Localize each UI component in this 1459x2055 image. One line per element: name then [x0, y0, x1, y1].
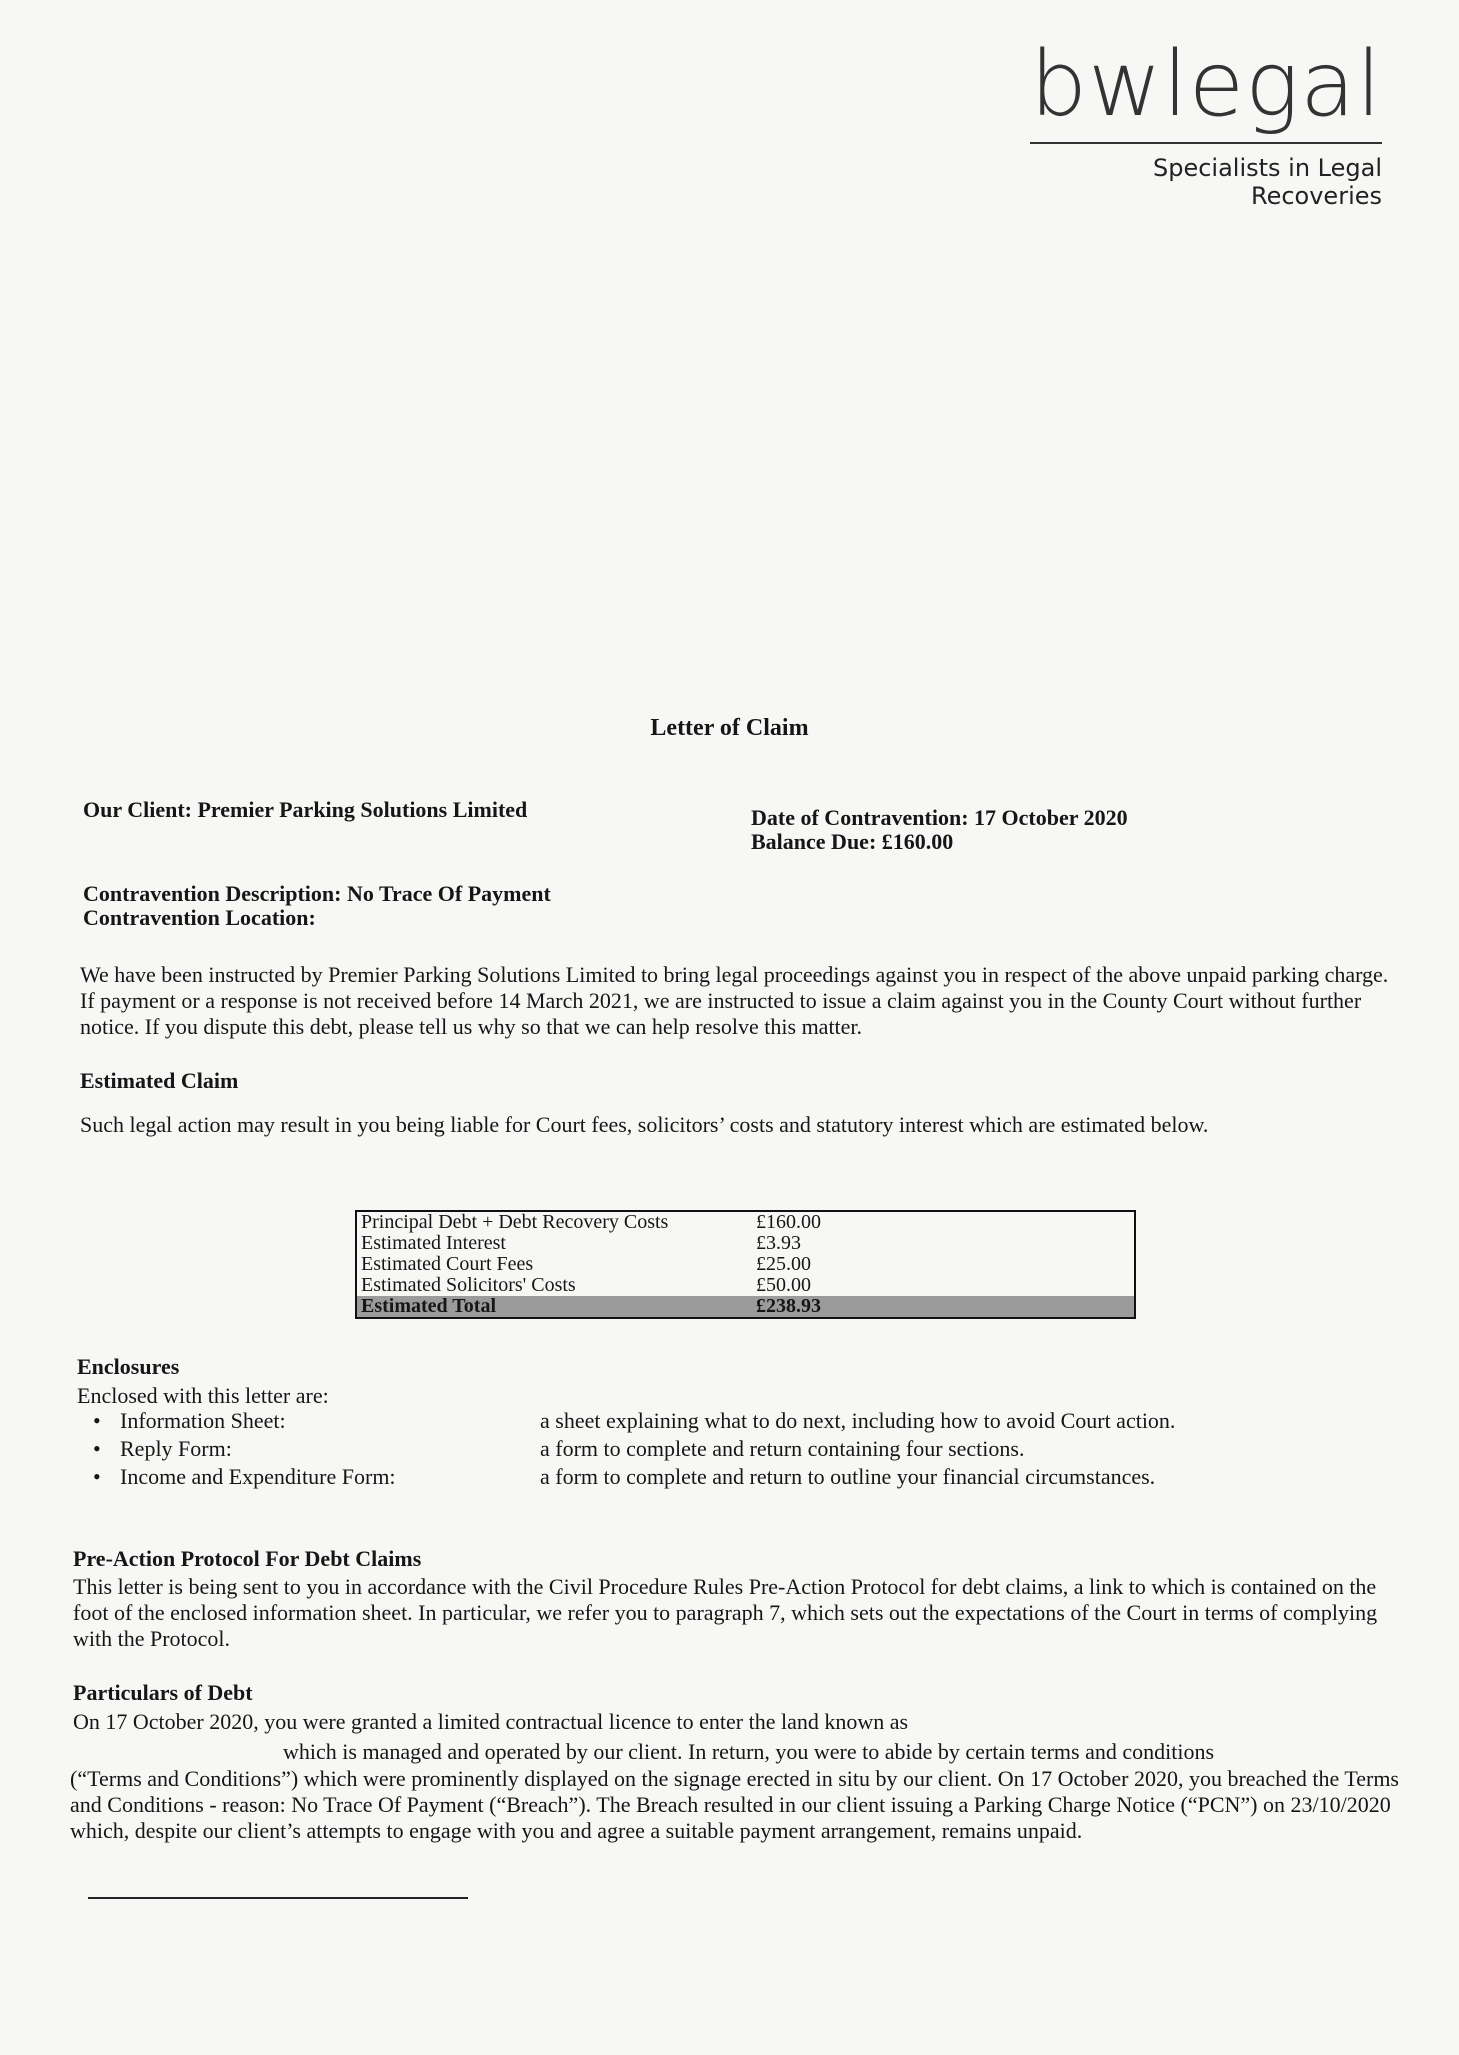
cost-value: £50.00	[756, 1274, 811, 1296]
cost-row	[357, 1275, 1134, 1296]
footer-divider	[88, 1897, 468, 1899]
cost-row	[357, 1233, 1134, 1254]
costs-table	[355, 1210, 1136, 1319]
client-name: Our Client: Premier Parking Solutions Limited	[83, 797, 528, 822]
cost-row	[357, 1254, 1134, 1275]
enclosures-intro: Enclosed with this letter are:	[77, 1383, 329, 1408]
estimated-claim-text: Such legal action may result in you being liable for Court fees, solicitors’ costs and statutory interest which are estimated below.	[80, 1112, 1209, 1137]
total-label: Estimated Total	[361, 1295, 497, 1317]
enclosure-name: Reply Form:	[120, 1436, 232, 1461]
cost-value: £25.00	[756, 1253, 811, 1275]
enclosures-list	[93, 1407, 1175, 1491]
total-row	[357, 1296, 1134, 1317]
cost-label: Principal Debt + Debt Recovery Costs	[361, 1211, 669, 1233]
date-of-contravention: Date of Contravention: 17 October 2020	[751, 805, 1128, 830]
enclosure-description: a sheet explaining what to do next, including how to avoid Court action.	[540, 1408, 1176, 1433]
bullet-icon: •	[93, 1408, 101, 1433]
list-item	[93, 1407, 1175, 1435]
cost-row	[357, 1212, 1134, 1233]
enclosure-description: a form to complete and return containing four sections.	[540, 1436, 1025, 1461]
particulars-line-2: which is managed and operated by our client. In return, you were to abide by certain terms and conditions	[283, 1739, 1215, 1764]
cost-value: £160.00	[756, 1211, 821, 1233]
cost-label: Estimated Solicitors' Costs	[361, 1274, 576, 1296]
balance-due: Balance Due: £160.00	[751, 829, 954, 854]
logo-divider	[1030, 142, 1382, 144]
logo-wordmark: bwlegal	[1030, 32, 1383, 137]
enclosure-name: Income and Expenditure Form:	[120, 1464, 396, 1489]
bullet-icon: •	[93, 1464, 101, 1489]
particulars-heading: Particulars of Debt	[73, 1680, 253, 1705]
enclosure-name: Information Sheet:	[120, 1408, 286, 1433]
bullet-icon: •	[93, 1436, 101, 1461]
particulars-line-1: On 17 October 2020, you were granted a limited contractual licence to enter the land known as	[73, 1709, 909, 1734]
total-value: £238.93	[756, 1295, 821, 1317]
list-item	[93, 1435, 1175, 1463]
cost-value: £3.93	[756, 1232, 801, 1254]
protocol-heading: Pre-Action Protocol For Debt Claims	[73, 1546, 422, 1571]
company-logo	[1030, 32, 1383, 210]
cost-label: Estimated Court Fees	[361, 1253, 534, 1275]
cost-label: Estimated Interest	[361, 1232, 506, 1254]
enclosures-heading: Enclosures	[77, 1354, 180, 1379]
intro-paragraph: We have been instructed by Premier Parking Solutions Limited to bring legal proceedings against you in respect of the above unpaid parking charge. If payment or a response is not received before 14 March 2021, we are instructed to issue a claim against you in the County Court without further notice. If you dispute this debt, please tell us why so that we can help resolve this matter.	[80, 962, 1389, 1039]
particulars-text: (“Terms and Conditions”) which were prominently displayed on the signage erected in situ by our client. On 17 October 2020, you breached the Terms and Conditions - reason: No Trace Of Payment (“Breach”). The Breach resulted in our client issuing a Parking Charge Notice (“PCN”) on 23/10/2020 which, despite our client’s attempts to engage with you and agree a suitable payment arrangement, remains unpaid.	[70, 1766, 1399, 1843]
protocol-text: This letter is being sent to you in accordance with the Civil Procedure Rules Pre-Action Protocol for debt claims, a link to which is contained on the foot of the enclosed information sheet. In particular, we refer you to paragraph 7, which sets out the expectations of the Court in terms of complying with the Protocol.	[73, 1574, 1378, 1651]
letter-title: Letter of Claim	[650, 715, 809, 741]
enclosure-description: a form to complete and return to outline your financial circumstances.	[540, 1464, 1156, 1489]
logo-tagline: Specialists in Legal Recoveries	[1152, 154, 1382, 210]
contravention-description: Contravention Description: No Trace Of Payment	[83, 881, 551, 906]
estimated-claim-heading: Estimated Claim	[80, 1068, 239, 1093]
list-item	[93, 1463, 1175, 1491]
contravention-location: Contravention Location:	[83, 905, 316, 930]
